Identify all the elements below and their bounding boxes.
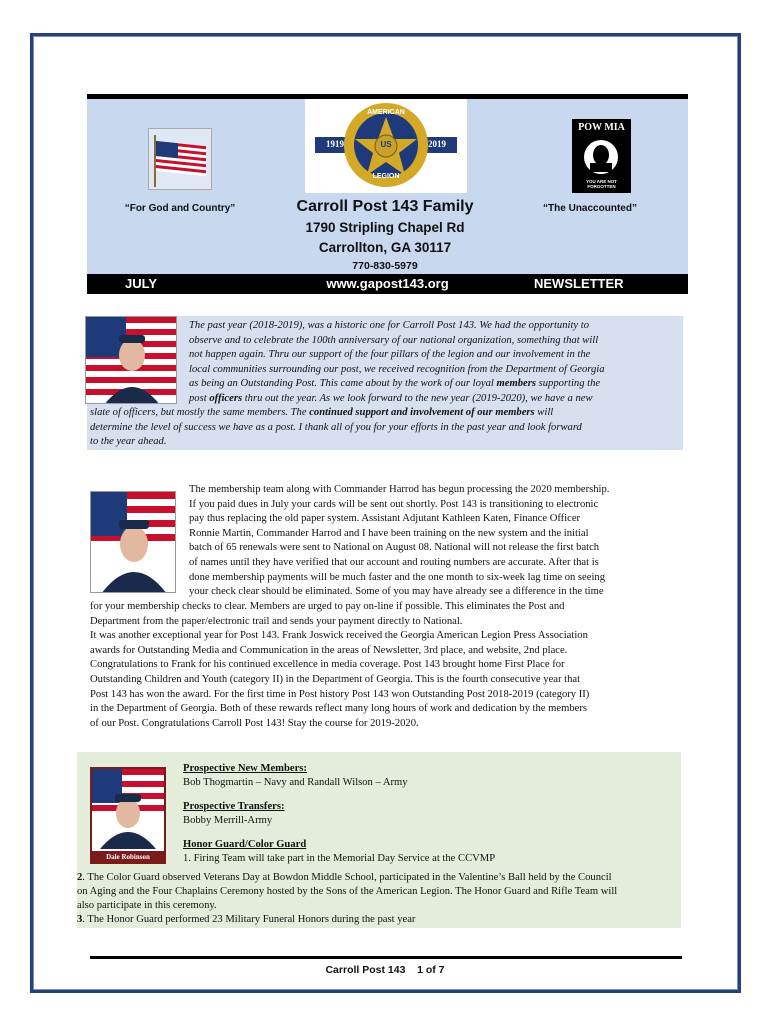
website-link[interactable]: www.gapost143.org [326, 276, 449, 291]
text-line: also participate in this ceremony. [77, 900, 217, 911]
text-line: The past year (2018-2019), was a historic one for Carroll Post 143. We had the opportunity to [189, 320, 590, 331]
american-legion-emblem [305, 99, 467, 193]
header-bar [87, 274, 688, 294]
text-line: slate of officers, but mostly the same members. The continued support and involvement of our members will [90, 407, 554, 418]
text-line: awards for Outstanding Media and Communication in the areas of Newsletter, 3rd place, and website, 2nd place. [90, 644, 568, 656]
text-line: Ronnie Martin, Commander Harrod and I have been training on the new system and the initial [189, 527, 589, 539]
text-line: determine the level of success we have as a post. I thank all of you for your efforts in the past year and look forward [90, 421, 582, 433]
pow-mia-title: POW MIA [578, 122, 625, 133]
text-line: Congratulations to Frank for his continued excellence in media coverage. Post 143 brought home First Place for [90, 659, 565, 671]
footer-rule [90, 956, 682, 959]
emblem-year-left: 1919 [326, 139, 344, 149]
newsletter-label: NEWSLETTER [534, 276, 624, 291]
bold-continued-support: continued support and involvement of our members [309, 407, 535, 418]
text-line: It was another exceptional year for Post 143. Frank Joswick received the Georgia American Legion Press Association [90, 630, 588, 642]
honor-guard-item-2: 2. The Color Guard observed Veterans Day at Bowdon Middle School, participated in the Valentine’s Ball held by the Council [77, 872, 612, 883]
pow-mia-flag-image [572, 119, 631, 193]
right-motto: “The Unaccounted” [543, 203, 637, 214]
photo-caption: Dale Robinson [92, 851, 164, 863]
membership-notes-text [183, 762, 683, 866]
member-photo [90, 491, 176, 593]
text-line: observe and to celebrate the 100th anniversary of our national organization, something that will [189, 334, 599, 346]
text-line: If you paid dues in July your cards will be sent out shortly. Post 143 is transitioning to electronic [189, 498, 599, 510]
american-flag-image [148, 128, 212, 190]
commander-message-lines-b [90, 406, 680, 450]
emblem-text-bottom: LEGION [372, 173, 400, 180]
text-line: post officers thru out the year. As we look forward to the new year (2019-2020), we have a new [189, 392, 593, 404]
phone-number: 770-830-5979 [352, 260, 418, 272]
text-line: of our Post. Congratulations Carroll Post 143! Stay the course for 2019-2020. [90, 717, 419, 729]
text-line: Department from the paper/electronic trail and sends your payment directly to National. [90, 615, 463, 627]
text-line: local communities surrounding our post, we received recognition from the Department of Georgia [189, 363, 605, 375]
address-line-2: Carrollton, GA 30117 [318, 240, 452, 255]
dale-robinson-photo [90, 767, 166, 864]
prospective-transfers-heading: Prospective Transfers: [183, 801, 285, 812]
honor-guard-items [77, 871, 680, 927]
text-line: not happen again. Thru our support of the four pillars of the legion and our involvement in the [189, 349, 591, 361]
month-label: JULY [125, 276, 158, 291]
honor-guard-heading: Honor Guard/Color Guard [183, 839, 307, 850]
prospective-new-members-heading: Prospective New Members: [183, 763, 307, 774]
emblem-text-top: AMERICAN [367, 109, 405, 116]
text-line: The membership team along with Commander Harrod has begun processing the 2020 membership. [189, 484, 610, 495]
text-line: your check clear should be eliminated. Some of you may have already see a difference in the time [189, 586, 604, 598]
page-footer: Carroll Post 143 1 of 7 [325, 964, 445, 976]
emblem-text-center: US [380, 140, 392, 149]
text-line: of names until they have verified that our account and routing numbers are accurate. After that is [189, 556, 599, 568]
pow-mia-subtitle: YOU ARE NOT FORGOTTEN [585, 179, 618, 189]
text-line: pay thus replacing the old paper system. Assistant Adjutant Kathleen Katen, Finance Officer [189, 513, 581, 525]
membership-report-lines-b [90, 600, 681, 731]
left-motto: “For God and Country” [124, 203, 236, 214]
text-line: for your membership checks to clear. Members are urged to pay on-line if possible. This eliminates the Post and [90, 601, 565, 612]
commander-photo [85, 316, 177, 404]
text-line: batch of 65 renewals were sent to National on August 08. National will not release the first batch [189, 542, 600, 554]
newsletter-title: Carroll Post 143 Family [296, 198, 474, 215]
emblem-year-right: 2019 [428, 139, 446, 149]
bold-officers: officers [209, 392, 243, 404]
bold-members: members [496, 378, 536, 390]
text-line: Outstanding Children and Youth (category II) in the Department of Georgia. This is the fourth consecutive year that [90, 673, 581, 685]
text-line: on Aging and the Four Chaplains Ceremony hosted by the Sons of the American Legion. The Honor Guard and Rifle Team will [77, 886, 618, 897]
membership-report-lines-a [189, 483, 681, 600]
prospective-transfers-text: Bobby Merrill-Army [183, 815, 273, 826]
address-line-1: 1790 Stripling Chapel Rd [305, 220, 465, 235]
text-line: to the year ahead. [90, 436, 167, 448]
honor-guard-item-3: 3. The Honor Guard performed 23 Military Funeral Honors during the past year [77, 914, 416, 925]
honor-guard-item-1: 1. Firing Team will take part in the Memorial Day Service at the CCVMP [183, 853, 496, 864]
commander-message-lines-a [189, 319, 680, 407]
prospective-new-members-text: Bob Thogmartin – Navy and Randall Wilson – Army [183, 777, 408, 788]
text-line: Post 143 has won the award. For the first time in Post history Post 143 won Outstanding Post 2018-2019 (category II) [90, 688, 590, 700]
text-line: done membership payments will be much faster and the one month to six-week lag time on seeing [189, 571, 605, 583]
text-line: as being an Outstanding Post. This came about by the work of our loyal members supporting the [189, 378, 601, 390]
text-line: in the Department of Georgia. Both of these rewards reflect many long hours of work and dedication by the members [90, 703, 587, 715]
